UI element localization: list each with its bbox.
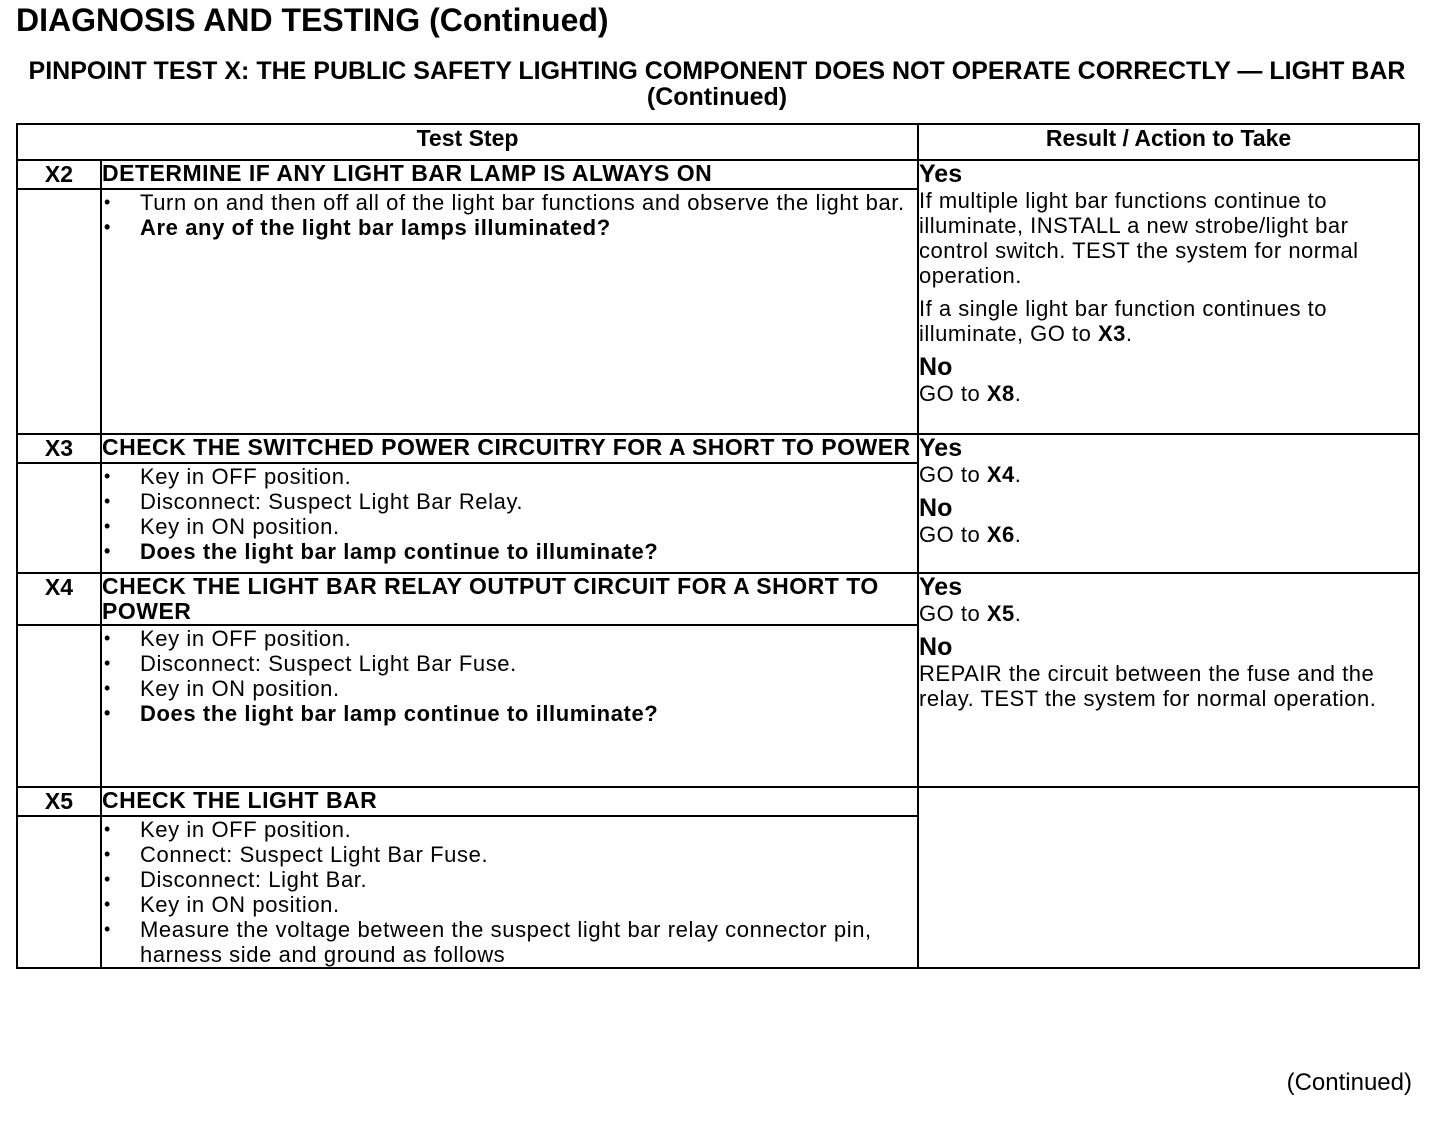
list-item: • Key in ON position. bbox=[102, 676, 917, 701]
step-question: • Does the light bar lamp continue to illuminate? bbox=[102, 701, 917, 726]
list-item: • Disconnect: Light Bar. bbox=[102, 867, 917, 892]
yes-label: Yes bbox=[919, 573, 963, 601]
step-x5-result bbox=[918, 787, 1419, 968]
step-x3-title-row bbox=[17, 434, 1419, 463]
step-id: X2 bbox=[17, 160, 101, 189]
step-id: X4 bbox=[17, 573, 101, 625]
step-x2-result bbox=[918, 160, 1419, 434]
step-instructions bbox=[101, 816, 918, 968]
step-reference: X4 bbox=[986, 462, 1015, 487]
yes-action-text: GO to X4. bbox=[919, 462, 1022, 487]
list-item: • Key in OFF position. bbox=[102, 464, 917, 489]
pinpoint-test-table bbox=[16, 123, 1420, 969]
step-reference: X6 bbox=[986, 522, 1015, 547]
list-item: • Key in OFF position. bbox=[102, 817, 917, 842]
no-action-text: GO to X6. bbox=[919, 522, 1022, 547]
list-item: • Disconnect: Suspect Light Bar Fuse. bbox=[102, 651, 917, 676]
instruction-list bbox=[102, 817, 917, 967]
step-title: CHECK THE LIGHT BAR RELAY OUTPUT CIRCUIT FOR A SHORT TO POWER bbox=[101, 573, 918, 625]
instruction-list bbox=[102, 464, 917, 564]
list-item: • Measure the voltage between the suspect light bar relay connector pin, harness side and ground as follows bbox=[102, 917, 917, 967]
step-instructions bbox=[101, 625, 918, 787]
step-question: • Are any of the light bar lamps illuminated? bbox=[102, 215, 917, 240]
step-x5-title-row bbox=[17, 787, 1419, 816]
step-id-spacer bbox=[17, 189, 101, 434]
pinpoint-test-subtitle: PINPOINT TEST X: THE PUBLIC SAFETY LIGHTING COMPONENT DOES NOT OPERATE CORRECTLY — LIGHT BAR (Continued) bbox=[28, 57, 1406, 111]
no-label: No bbox=[919, 494, 953, 522]
step-instructions bbox=[101, 463, 918, 573]
step-id: X5 bbox=[17, 787, 101, 816]
yes-action-text: GO to X5. bbox=[919, 601, 1022, 626]
step-title: DETERMINE IF ANY LIGHT BAR LAMP IS ALWAYS ON bbox=[101, 160, 918, 189]
no-action-text: GO to X8. bbox=[919, 381, 1022, 406]
step-x3-result bbox=[918, 434, 1419, 573]
list-item: • Turn on and then off all of the light bar functions and observe the light bar. bbox=[102, 190, 917, 215]
continued-footer: (Continued) bbox=[1286, 1069, 1412, 1096]
yes-action-text-2: If a single light bar function continues to illuminate, GO to X3. bbox=[919, 296, 1327, 346]
step-id-spacer bbox=[17, 625, 101, 787]
no-label: No bbox=[919, 633, 953, 661]
step-reference: X5 bbox=[986, 601, 1015, 626]
no-action-text: REPAIR the circuit between the fuse and the relay. TEST the system for normal operation. bbox=[919, 661, 1377, 711]
page-title: DIAGNOSIS AND TESTING (Continued) bbox=[16, 2, 609, 38]
step-reference: X8 bbox=[986, 381, 1015, 406]
instruction-list bbox=[102, 626, 917, 726]
step-title: CHECK THE SWITCHED POWER CIRCUITRY FOR A SHORT TO POWER bbox=[101, 434, 918, 463]
step-title: CHECK THE LIGHT BAR bbox=[101, 787, 918, 816]
step-instructions bbox=[101, 189, 918, 434]
yes-label: Yes bbox=[919, 160, 963, 188]
step-x2-title-row bbox=[17, 160, 1419, 189]
step-question: • Does the light bar lamp continue to illuminate? bbox=[102, 539, 917, 564]
step-reference: X3 bbox=[1097, 321, 1126, 346]
no-label: No bbox=[919, 353, 953, 381]
step-id-spacer bbox=[17, 816, 101, 968]
instruction-list bbox=[102, 190, 917, 240]
step-x4-title-row bbox=[17, 573, 1419, 625]
list-item: • Key in ON position. bbox=[102, 892, 917, 917]
list-item: • Disconnect: Suspect Light Bar Relay. bbox=[102, 489, 917, 514]
test-step-column-header: Test Step bbox=[17, 124, 918, 160]
yes-label: Yes bbox=[919, 434, 963, 462]
list-item: • Key in OFF position. bbox=[102, 626, 917, 651]
list-item: • Connect: Suspect Light Bar Fuse. bbox=[102, 842, 917, 867]
yes-action-text: If multiple light bar functions continue to illuminate, INSTALL a new strobe/light bar control switch. TEST the system for normal operation. bbox=[919, 188, 1359, 288]
list-item: • Key in ON position. bbox=[102, 514, 917, 539]
result-column-header: Result / Action to Take bbox=[918, 124, 1419, 160]
step-id-spacer bbox=[17, 463, 101, 573]
table-header-row bbox=[17, 124, 1419, 160]
step-x4-result bbox=[918, 573, 1419, 787]
step-id: X3 bbox=[17, 434, 101, 463]
